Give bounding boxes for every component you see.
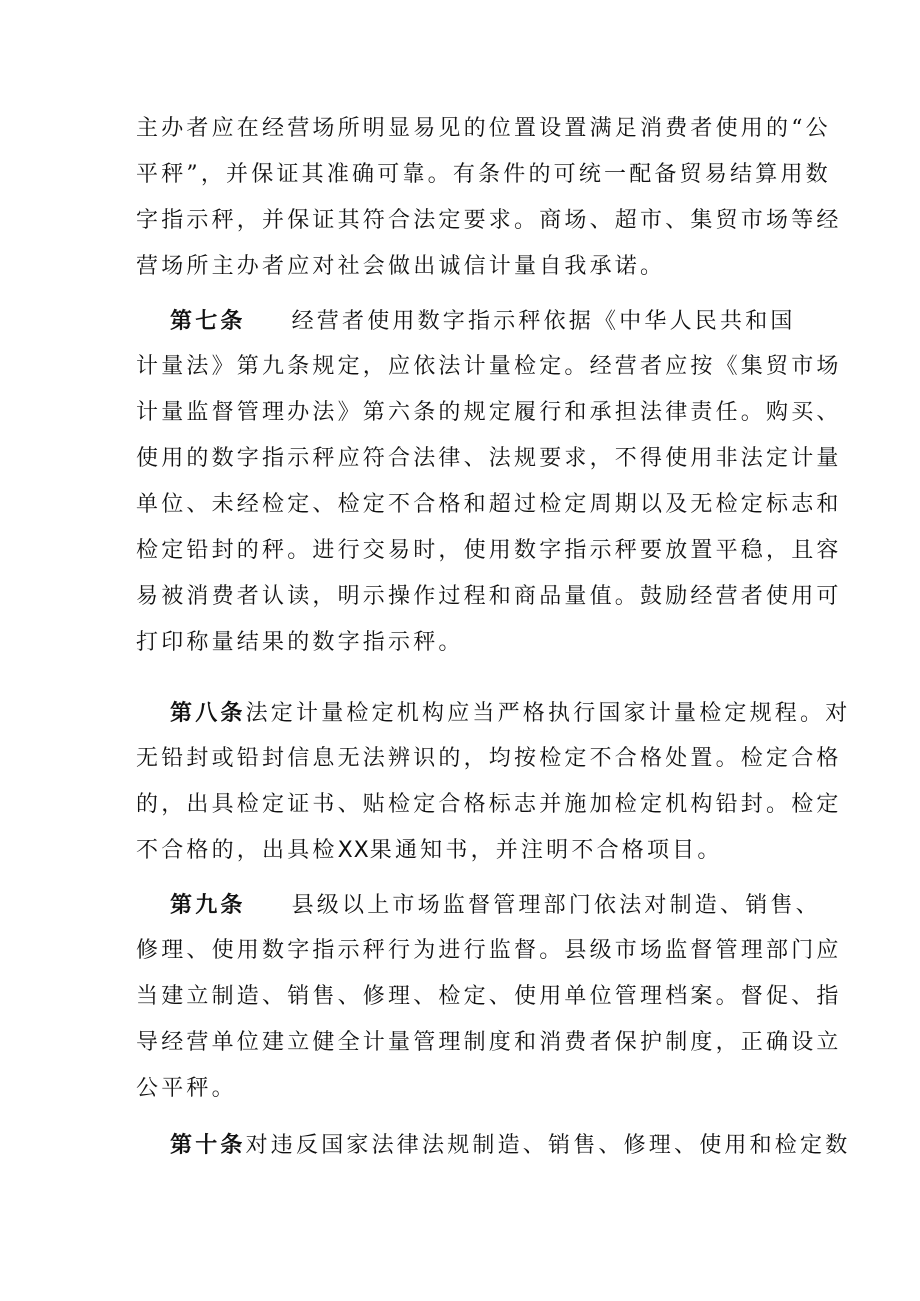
paragraph-line: 计量监督管理办法》第六条的规定履行和承担法律责任。购买、	[136, 400, 842, 425]
article-heading: 第十条	[170, 1132, 246, 1158]
paragraph-text: 不合格的，出具检	[136, 838, 338, 863]
paragraph-text: 果通知书，并注明不合格项目。	[369, 838, 723, 863]
article-heading: 第九条	[170, 892, 246, 918]
paragraph-line: 当建立制造、销售、修理、检定、使用单位管理档案。督促、指	[136, 984, 842, 1009]
paragraph-line: 导经营单位建立健全计量管理制度和消费者保护制度，正确设立	[136, 1030, 842, 1055]
paragraph-line: 计量法》第九条规定，应依法计量检定。经营者应按《集贸市场	[136, 354, 842, 379]
paragraph-line: 修理、使用数字指示秤行为进行监督。县级市场监督管理部门应	[136, 938, 842, 963]
article-text: 经营者使用数字指示秤依据《中华人民共和国	[291, 309, 796, 334]
article-heading: 第八条	[170, 700, 246, 726]
paragraph-line: 的，出具检定证书、贴检定合格标志并施加检定机构铅封。检定	[136, 792, 842, 817]
article-heading: 第七条	[170, 308, 246, 334]
article-7-first-line	[170, 306, 920, 337]
paragraph-line: 公平秤。	[136, 1076, 237, 1101]
article-text: 县级以上市场监督管理部门依法对制造、销售、	[291, 893, 821, 918]
paragraph-line: 使用的数字指示秤应符合法律、法规要求，不得使用非法定计量	[136, 446, 842, 471]
paragraph-line: 平秤”，并保证其准确可靠。有条件的可统一配备贸易结算用数	[136, 162, 831, 187]
paragraph-line: 单位、未经检定、检定不合格和超过检定周期以及无检定标志和	[136, 492, 842, 517]
paragraph-line: 无铅封或铅封信息无法辨识的，均按检定不合格处置。检定合格	[136, 746, 842, 771]
redacted-text: XX	[337, 838, 370, 863]
article-text: 对违反国家法律法规制造、销售、修理、使用和检定数	[245, 1133, 851, 1158]
article-10-first-line	[170, 1130, 920, 1161]
paragraph-line	[136, 836, 920, 866]
article-9-first-line	[170, 890, 920, 921]
paragraph-line: 打印称量结果的数字指示秤。	[136, 630, 464, 655]
paragraph-line: 主办者应在经营场所明显易见的位置设置满足消费者使用的“公	[136, 116, 831, 141]
article-8-first-line	[170, 698, 920, 729]
paragraph-line: 检定铅封的秤。进行交易时，使用数字指示秤要放置平稳，且容	[136, 538, 842, 563]
paragraph-line: 字指示秤，并保证其符合法定要求。商场、超市、集贸市场等经	[136, 208, 842, 233]
paragraph-line: 易被消费者认读，明示操作过程和商品量值。鼓励经营者使用可	[136, 584, 842, 609]
article-text: 法定计量检定机构应当严格执行国家计量检定规程。对	[245, 701, 851, 726]
paragraph-line: 营场所主办者应对社会做出诚信计量自我承诺。	[136, 254, 666, 279]
